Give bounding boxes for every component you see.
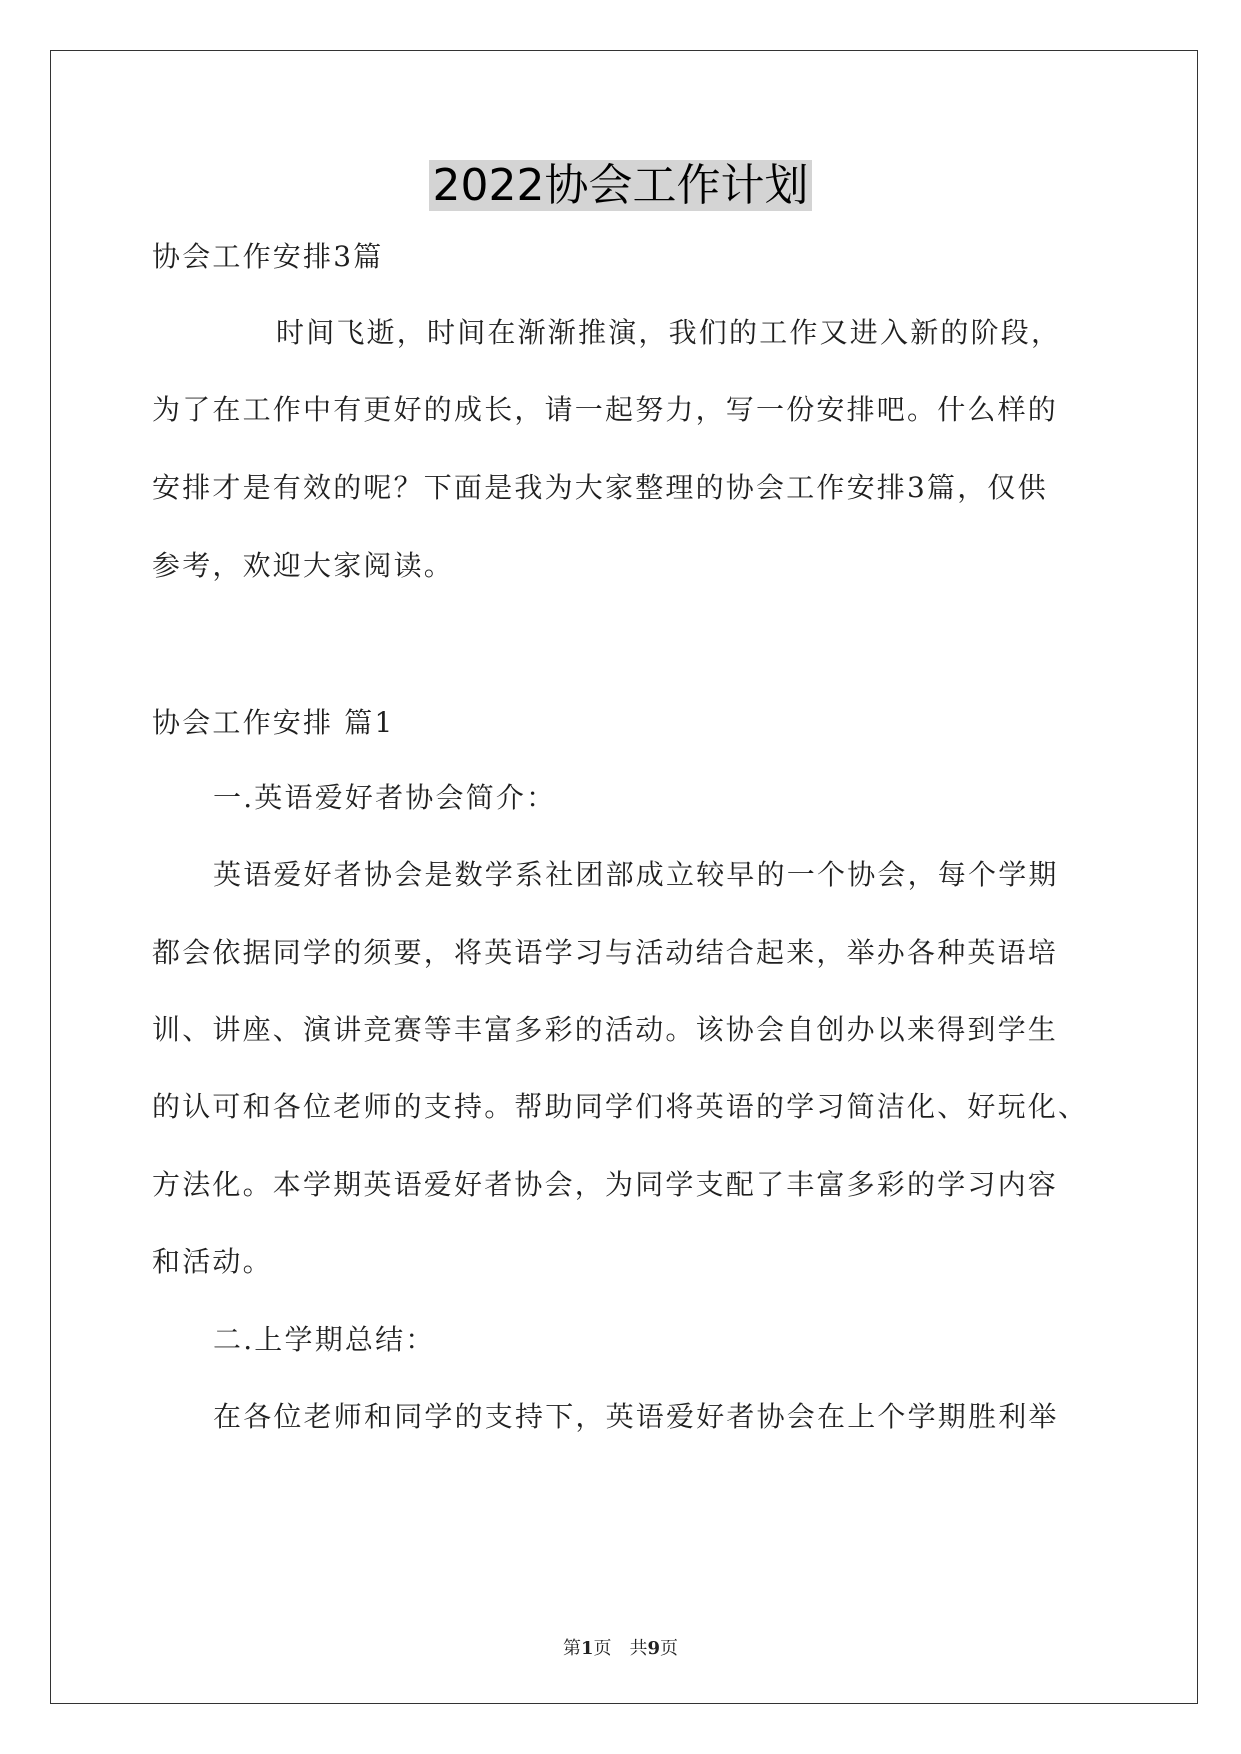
paragraph-line: 英语爱好者协会是数学系社团部成立较早的一个协会，每个学期 (213, 858, 1059, 891)
paragraph-line: 方法化。本学期英语爱好者协会，为同学支配了丰富多彩的学习内容 (152, 1168, 1059, 1201)
footer-current-page: 1 (580, 1638, 594, 1659)
footer-page-prefix: 第 (562, 1638, 581, 1659)
document-title (0, 154, 1241, 218)
paragraph-line: 的认可和各位老师的支持。帮助同学们将英语的学习简洁化、好玩化、 (152, 1090, 1089, 1123)
paragraph-line: 都会依据同学的须要，将英语学习与活动结合起来，举办各种英语培 (152, 936, 1059, 969)
section-heading: 协会工作安排 篇1 (152, 706, 395, 739)
paragraph-line: 在各位老师和同学的支持下，英语爱好者协会在上个学期胜利举 (213, 1400, 1059, 1433)
paragraph-line: 为了在工作中有更好的成长，请一起努力，写一份安排吧。什么样的 (152, 393, 1059, 426)
footer-page-suffix: 页 (660, 1638, 679, 1659)
paragraph-line: 训、讲座、演讲竞赛等丰富多彩的活动。该协会自创办以来得到学生 (152, 1013, 1059, 1046)
footer-total-pages: 9 (647, 1638, 661, 1659)
subsection-heading: 二.上学期总结： (213, 1323, 436, 1356)
paragraph-line: 安排才是有效的呢？下面是我为大家整理的协会工作安排3篇，仅供 (152, 471, 1048, 504)
section-heading: 协会工作安排3篇 (152, 240, 384, 273)
footer-page-mid: 页 共 (593, 1638, 648, 1659)
paragraph-line: 和活动。 (152, 1245, 273, 1278)
subsection-heading: 一.英语爱好者协会简介： (213, 781, 557, 814)
page-footer (0, 1637, 1241, 1661)
document-title-text: 2022协会工作计划 (429, 160, 813, 211)
paragraph-line: 时间飞逝，时间在渐渐推演，我们的工作又进入新的阶段， (276, 316, 1062, 349)
paragraph-line: 参考，欢迎大家阅读。 (152, 549, 455, 582)
